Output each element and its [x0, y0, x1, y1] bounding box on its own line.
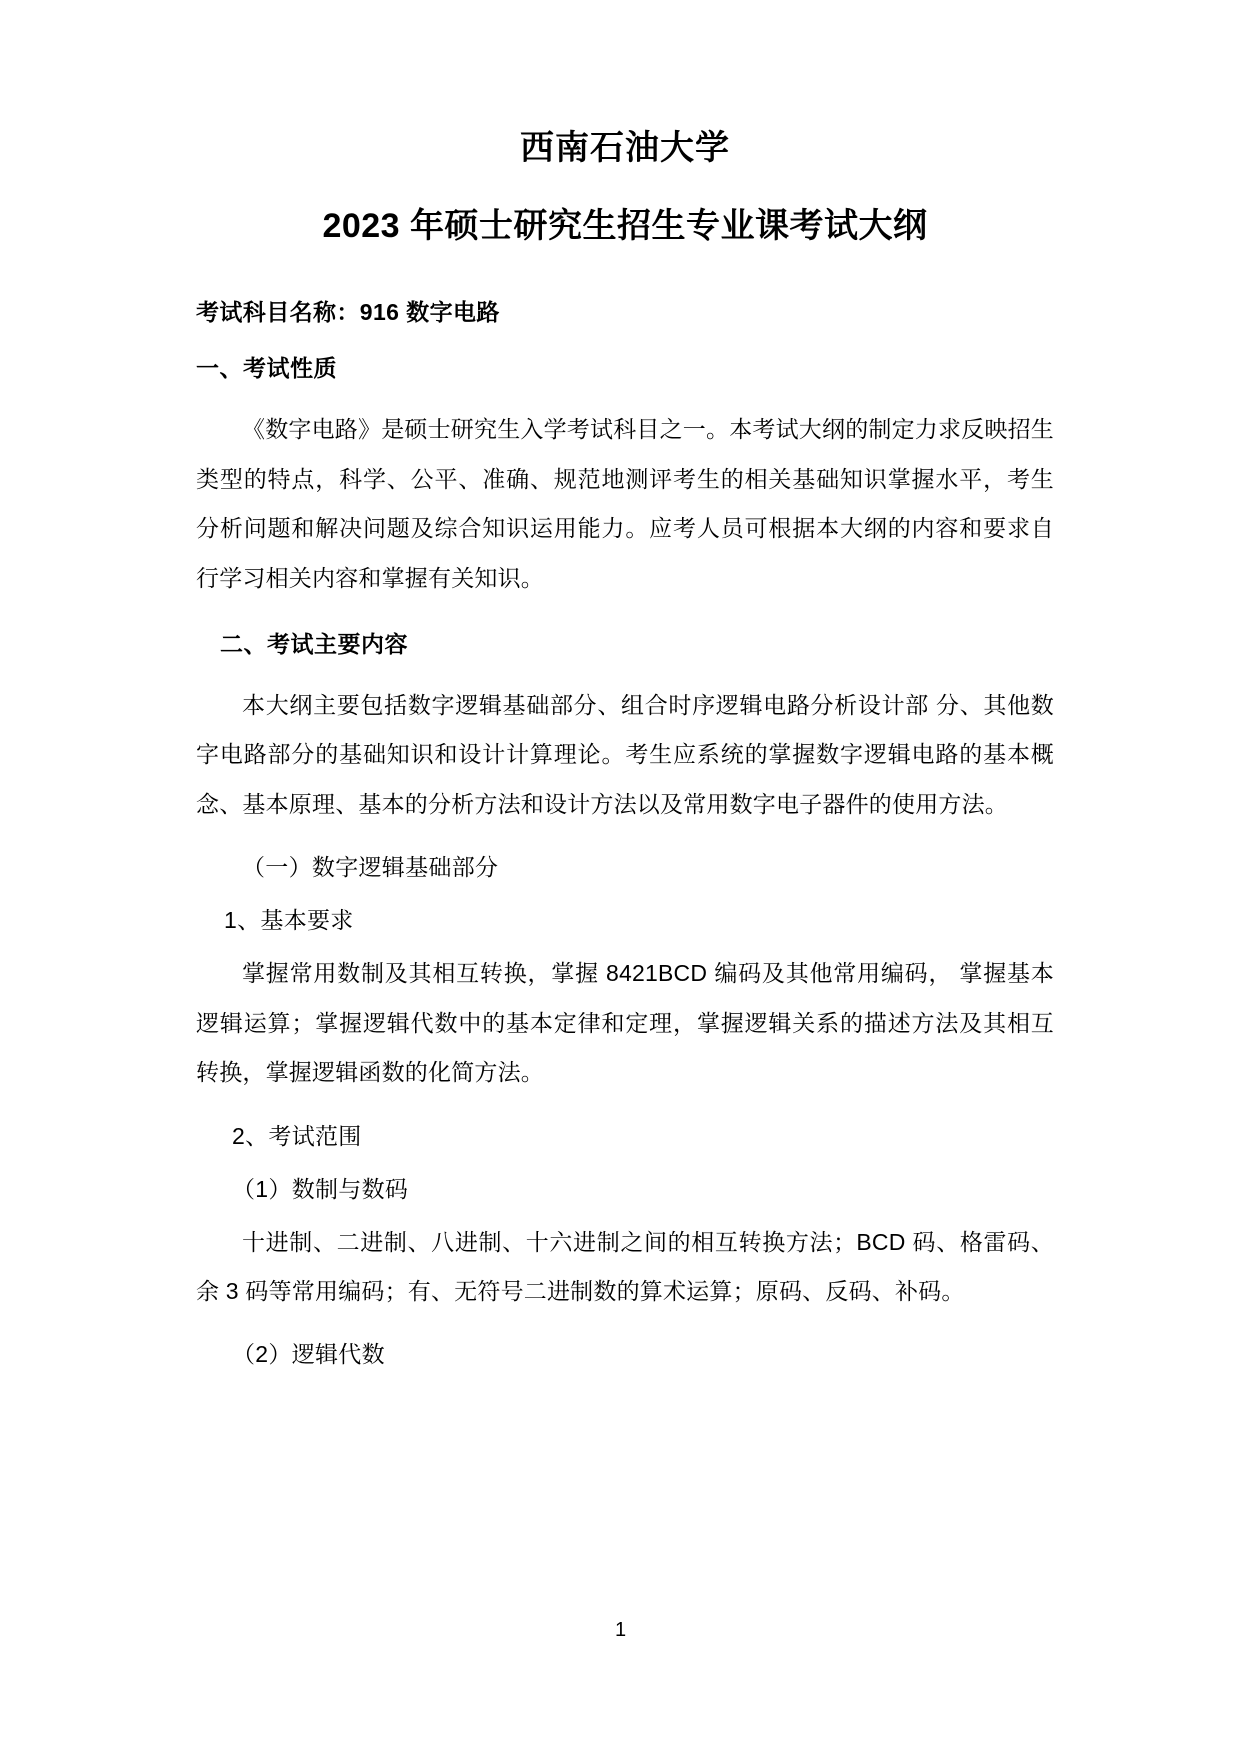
subject-name-line: 考试科目名称：916 数字电路 — [196, 299, 500, 326]
subsection-item-basic-requirements: 1、基本要求 — [224, 907, 354, 934]
paragraph-number-systems: 十进制、二进制、八进制、十六进制之间的相互转换方法；BCD 码、格雷码、余 3 码等常用编码；有、无符号二进制数的算术运算；原码、反码、补码。 — [196, 1228, 1054, 1304]
page-number: 1 — [614, 1619, 627, 1641]
university-title: 西南石油大学 — [520, 129, 730, 167]
section-heading-exam-content: 二、考试主要内容 — [220, 630, 408, 657]
subsection-item-exam-scope: 2、考试范围 — [232, 1122, 362, 1149]
paragraph-exam-nature: 《数字电路》是硕士研究生入学考试科目之一。本考试大纲的制定力求反映招生类型的特点，科学、公平、准确、规范地测评考生的相关基础知识掌握水平，考生分析问题和解决问题及综合知识运用能力。应考人员可根据本大纲的内容和要求自行学习相关内容和掌握有关知识。 — [196, 416, 1054, 591]
document-title: 2023 年硕士研究生招生专业课考试大纲 — [322, 206, 928, 245]
paragraph-basic-requirements: 掌握常用数制及其相互转换，掌握 8421BCD 编码及其他常用编码， 掌握基本逻辑运算；掌握逻辑代数中的基本定律和定理，掌握逻辑关系的描述方法及其相互转换，掌握逻辑函数的化简方法。 — [196, 960, 1054, 1086]
subsection-item-number-systems: （1）数制与数码 — [232, 1175, 409, 1202]
paragraph-exam-content: 本大纲主要包括数字逻辑基础部分、组合时序逻辑电路分析设计部 分、其他数字电路部分的基础知识和设计计算理论。考生应系统的掌握数字逻辑电路的基本概念、基本原理、基本的分析方法和设计方法以及常用数字电子器件的使用方法。 — [196, 691, 1054, 817]
subsection-item-boolean-algebra: （2）逻辑代数 — [232, 1341, 385, 1368]
subsection-heading-digital-logic-basics: （一）数字逻辑基础部分 — [242, 854, 499, 881]
section-heading-exam-nature: 一、考试性质 — [196, 355, 337, 382]
document-body — [196, 0, 1054, 1369]
